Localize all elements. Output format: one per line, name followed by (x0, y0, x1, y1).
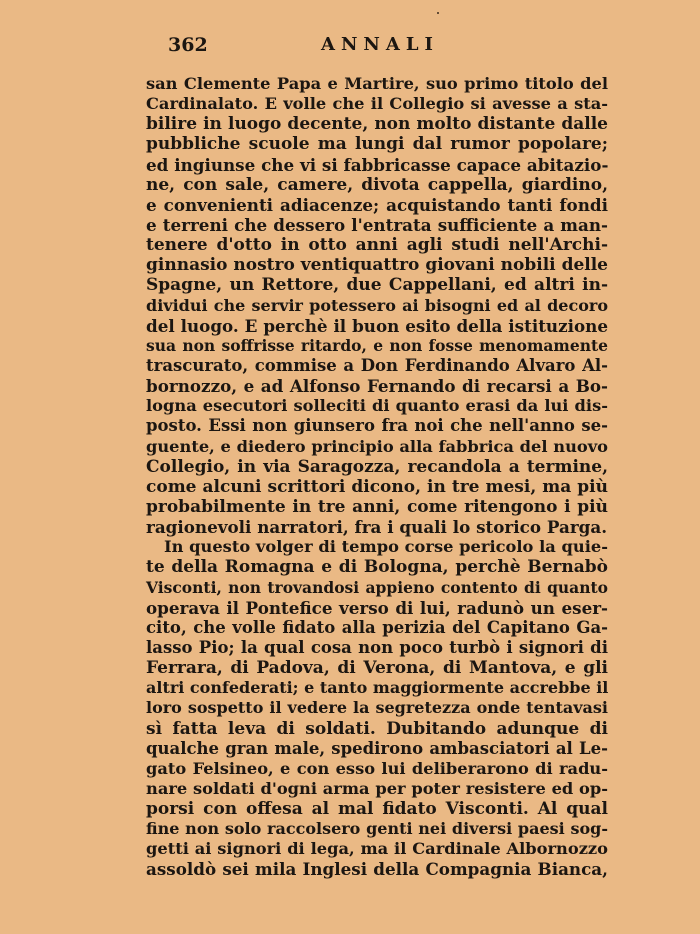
text-line: loro sospetto il vedere la segretezza onde tentavasi (146, 698, 608, 718)
page-header (146, 34, 606, 58)
text-line: e terreni che dessero l'entrata sufficiente a man- (146, 214, 608, 235)
text-line: trascurato, commise a Don Ferdinando Alvaro Al- (146, 355, 608, 375)
text-line: guente, e diedero principio alla fabbrica del nuovo (146, 436, 608, 456)
paragraph-last-line: ragionevoli narratori, fra i quali lo storico Parga. (146, 517, 608, 538)
text-line: lasso Pio; la qual cosa non poco turbò i signori di (146, 637, 608, 657)
text-line: san Clemente Papa e Martire, suo primo titolo del (146, 74, 608, 93)
text-line: sì fatta leva di soldati. Dubitando adunque di (146, 718, 608, 739)
text-line: qualche gran male, spedirono ambasciatori al Le- (146, 738, 608, 758)
text-line: pubbliche scuole ma lungi dal rumor popolare; (146, 134, 608, 155)
text-line: Ferrara, di Padova, di Verona, di Mantova, e gli (146, 658, 608, 679)
text-line: come alcuni scrittori dicono, in tre mesi, ma più (146, 476, 608, 497)
text-line: Collegio, in via Saragozza, recandola a termine, (146, 456, 608, 477)
text-line: del luogo. E perchè il buon esito della istituzione (146, 315, 608, 336)
text-line: posto. Essi non giunsero fra noi che nell'anno se- (146, 416, 608, 436)
print-speck (437, 12, 439, 14)
text-line: nare soldati d'ogni arma per poter resistere ed op- (146, 778, 608, 798)
text-line: getti ai signori di lega, ma il Cardinale Albornozzo (146, 839, 608, 859)
body-text (146, 74, 608, 880)
text-line: bornozzo, e ad Alfonso Fernando di recarsi a Bo- (146, 376, 608, 397)
running-head: ANNALI (321, 34, 439, 55)
text-line: logna esecutori solleciti di quanto erasi da lui dis- (146, 396, 608, 416)
text-line: ed ingiunse che vi si fabbricasse capace abitazio- (146, 154, 609, 175)
text-line: gato Felsineo, e con esso lui deliberarono di radu- (146, 758, 608, 778)
text-line: ginnasio nostro ventiquattro giovani nobili delle (146, 255, 608, 276)
text-line: Spagne, un Rettore, due Cappellani, ed altri in- (146, 275, 608, 296)
text-line: te della Romagna e di Bologna, perchè Bernabò (146, 557, 608, 578)
text-line: fine non solo raccolsero genti nei diversi paesi sog- (146, 819, 608, 839)
text-line: bilire in luogo decente, non molto distante dalle (146, 114, 608, 135)
text-line: porsi con offesa al mal fidato Visconti. Al qual (146, 799, 608, 820)
text-line: tenere d'otto in otto anni agli studi nell'Archi- (146, 235, 608, 256)
page-number: 362 (168, 34, 208, 56)
text-line: cito, che volle fidato alla perizia del Capitano Ga- (146, 617, 608, 637)
text-line: operava il Pontefice verso di lui, radunò un eser- (146, 597, 608, 618)
text-line: e convenienti adiacenze; acquistando tanti fondi (146, 194, 608, 215)
text-line: ne, con sale, camere, divota cappella, giardino, (146, 174, 608, 195)
text-line: probabilmente in tre anni, come ritengono i più (146, 496, 608, 517)
text-line: assoldò sei mila Inglesi della Compagnia Bianca, (146, 859, 608, 880)
text-line: Visconti, non trovandosi appieno contento di quanto (146, 577, 608, 597)
text-line: sua non soffrisse ritardo, e non fosse menomamente (146, 335, 608, 355)
paragraph-first-line: In questo volger di tempo corse pericolo la quie- (164, 537, 608, 557)
text-line: Cardinalato. E volle che il Collegio si avesse a sta- (146, 94, 608, 114)
text-line: dividui che servir potessero ai bisogni ed al decoro (146, 295, 608, 315)
text-line: altri confederati; e tanto maggiormente accrebbe il (146, 678, 609, 698)
